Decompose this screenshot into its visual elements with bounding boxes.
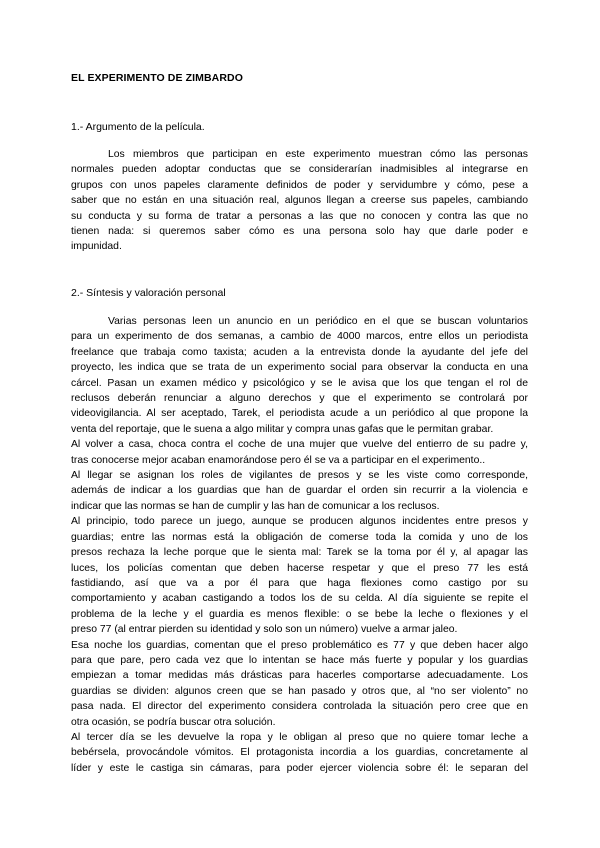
- paragraph-line: para un experimento de dos semanas, a cambio de 4000 marcos, entre ellos un periodista: [71, 331, 528, 343]
- paragraph-line: Al tercer día se les devuelve la ropa y le obligan al preso que no quiere tomar leche a: [71, 731, 528, 743]
- section-2-paragraph: [71, 314, 528, 776]
- paragraph-line: líder y este le castiga sin cámaras, para poder ejercer violencia sobre él: le separan del: [71, 762, 528, 774]
- paragraph-line: guardias; entre las normas está la obligación de comerse toda la comida y uno de los: [71, 531, 528, 543]
- paragraph-line: para que pare, pero cada vez que lo intentan se hace más fuerte y popular y los guardias: [71, 654, 528, 666]
- paragraph-line: freelance que trabaja como taxista; acuden a la entrevista donde la ayudante del jefe del: [71, 346, 528, 358]
- paragraph-line: tienen nada: si queremos saber cómo es una persona solo hay que darle poder e: [71, 226, 528, 238]
- paragraph-line: proyecto, les indica que se trata de un experimento social para observar la conducta en una: [71, 362, 528, 374]
- paragraph-line: tras conocerse mejor acaban enamorándose pero él se va a participar en el experimento..: [71, 454, 486, 466]
- paragraph-line: luces, los policías comentan que deben hacerse respetar y que el preso 77 les está: [71, 562, 528, 574]
- paragraph-line: grupos con unos papeles claramente definidos de poder y servidumbre y cómo, pese a: [71, 179, 528, 191]
- paragraph-line: Varias personas leen un anuncio en un periódico en el que se buscan voluntarios: [108, 316, 528, 327]
- paragraph-line: videovigilancia. Al ser aceptado, Tarek, el periodista acude a un periódico al que propone la: [71, 408, 528, 420]
- section-2-heading: 2.- Síntesis y valoración personal: [71, 287, 226, 299]
- paragraph-line: pasa nada. El director del experimento considera controlada la situación pero cree que en: [71, 701, 528, 713]
- paragraph-line: venta del reportaje, que le suena a algo militar y compra unas gafas que le permitan grabar.: [71, 423, 494, 435]
- paragraph-line: su conducta y su forma de tratar a personas a las que no conocen y contra las que no: [71, 210, 528, 222]
- paragraph-line: presos rechaza la leche porque que le sienta mal: Tarek se la toma por él y, al apagar las: [71, 547, 528, 559]
- paragraph-line: otra ocasión, se podría buscar otra solución.: [71, 716, 276, 728]
- paragraph-line: guardias se dividen: algunos creen que se han pasado y otros que, al “no ser violento” no: [71, 685, 528, 697]
- document-title: EL EXPERIMENTO DE ZIMBARDO: [71, 72, 243, 84]
- paragraph-line: problema de la leche y el guardia es menos flexible: o se bebe la leche o flexiones y el: [71, 608, 528, 620]
- paragraph-line: Al principio, todo parece un juego, aunque se producen algunos incidentes entre presos y: [71, 516, 528, 528]
- paragraph-line: empiezan a tomar medidas más drásticas para hacerles comportarse adecuadamente. Los: [71, 670, 528, 682]
- paragraph-line: fastidiando, así que va a por él para que haga flexiones como castigo por su: [71, 577, 528, 589]
- paragraph-line: Los miembros que participan en este experimento muestran cómo las personas: [108, 149, 528, 160]
- paragraph-line: Al llegar se asignan los roles de vigilantes de presos y se les viste como corresponde,: [71, 470, 528, 482]
- paragraph-line: Esa noche los guardias, comentan que el preso problemático es 77 y que deben hacer algo: [71, 639, 528, 651]
- paragraph-line: saber que no están en una situación real, algunos llegan a creerse sus papeles, cambiando: [71, 195, 528, 207]
- paragraph-line: impunidad.: [71, 241, 122, 253]
- paragraph-line: bebérsela, provocándole vómitos. El protagonista incordia a los guardias, concretamente al: [71, 747, 528, 759]
- paragraph-line: indicar que las normas se han de cumplir y las han de comunicar a los reclusos.: [71, 500, 440, 512]
- section-1-paragraph: [71, 147, 528, 255]
- section-1-heading: 1.- Argumento de la película.: [71, 121, 205, 133]
- paragraph-line: además de indicar a los guardias que han de guardar el orden sin recurrir a la violencia e: [71, 485, 528, 497]
- paragraph-line: cárcel. Pasan un examen médico y psicológico y se le avisa que los que tengan el rol de: [71, 377, 528, 389]
- paragraph-line: preso 77 (al entrar pierden su identidad y solo son un número) vuelve a armar jaleo.: [71, 624, 458, 636]
- paragraph-line: normales pueden adoptar conductas que se considerarían inadmisibles al integrarse en: [71, 164, 528, 176]
- paragraph-line: Al volver a casa, choca contra el coche de una mujer que vuelve del entierro de su padre y,: [71, 439, 528, 451]
- paragraph-line: comportamiento y acaban castigando a todos los de su celda. Al día siguiente se repite el: [71, 593, 528, 605]
- paragraph-line: reclusos deberán renunciar a alguno derechos y que el experimento se controlará por: [71, 393, 528, 405]
